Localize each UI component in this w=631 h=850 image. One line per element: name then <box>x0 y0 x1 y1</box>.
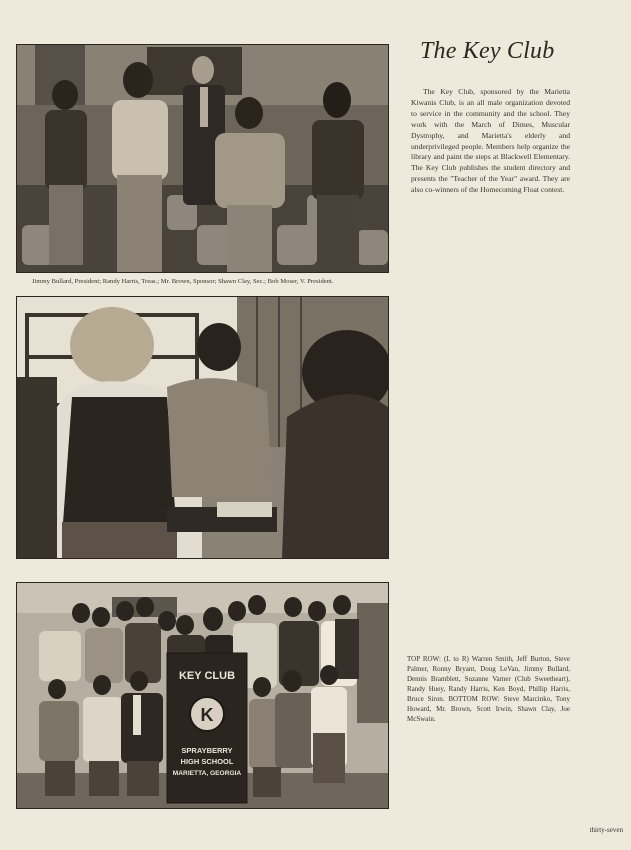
group-photo <box>16 582 389 809</box>
officers-caption: Jimmy Bullard, President; Randy Harris, Treas.; Mr. Brown, Sponsor; Shawn Clay, Sec.; Bob Moser, V. President. <box>32 278 334 285</box>
candid-photo <box>16 296 389 559</box>
page-number: thirty-seven <box>589 826 623 834</box>
banner-school: SPRAYBERRY <box>181 746 233 755</box>
officers-photo <box>16 44 389 273</box>
article-body: The Key Club, sponsored by the Marietta Kiwanis Club, is an all male organization devoted to service in the community and the school. They work with the March of Dimes, Muscular Dystrophy, and Marietta's elderly and underprivileged people. Members help organize the library and paint the steps at Blackwell Elementary. The Key Club publishes the student directory and presents the "Teacher of the Year" award. They are also co-winners of the Homecoming Float contest. <box>411 87 570 195</box>
banner-title: KEY CLUB <box>178 670 236 682</box>
group-roster-caption: TOP ROW: (L to R) Warren Smith, Jeff Burton, Steve Palmer, Ronny Bryant, Doug LeVan, Jimmy Bullard, Dennis Bramblett, Suzanne Varner (Club Sweetheart), Randy Huey, Randy Harris, Ken Boyd, Phillip Harris, Bruce Siron. BOTTOM ROW: Steve Marcinko, Tony Howard, Mr. Brown, Scott Irwin, Shawn Clay, Joe McSwain. <box>407 655 570 723</box>
banner-high-school: HIGH SCHOOL <box>180 757 234 766</box>
article-title: The Key Club <box>420 38 555 64</box>
banner-location: MARIETTA, GEORGIA <box>172 770 242 777</box>
banner-emblem-letter: K <box>200 705 214 725</box>
